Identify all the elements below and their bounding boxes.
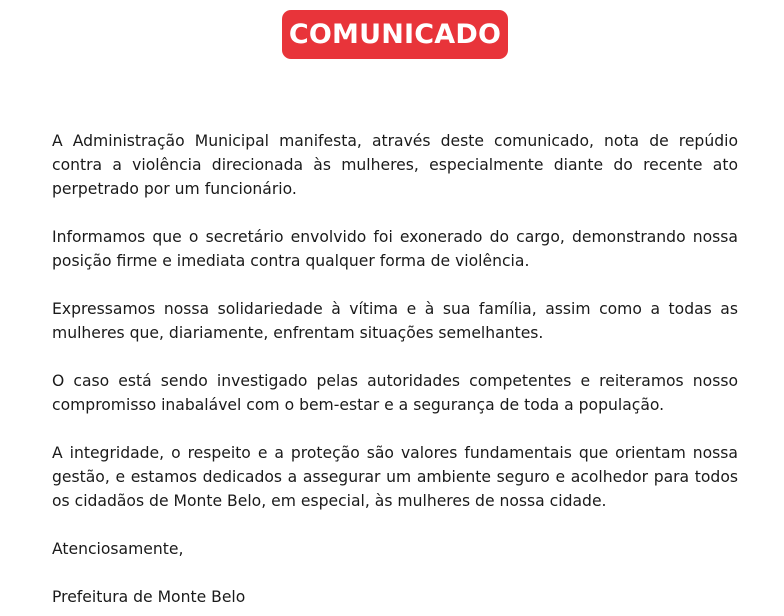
paragraph-1: A Administração Municipal manifesta, através deste comunicado, nota de repúdio contra a violência direcionada às mulheres, especialmente diante do recente ato perpetrado por um funcionário. [52,132,738,198]
closing-text: Atenciosamente, [52,540,184,558]
title-badge [282,10,508,59]
paragraph-5: A integridade, o respeito e a proteção são valores fundamentais que orientam nossa gestão, e estamos dedicados a assegurar um ambiente seguro e acolhedor para todos os cidadãos de Monte Belo, em especial, às mulheres de nossa cidade. [52,444,738,510]
paragraph-3: Expressamos nossa solidariedade à vítima e à sua família, assim como a todas as mulheres que, diariamente, enfrentam situações semelhantes. [52,300,738,342]
page-title: COMUNICADO [288,19,502,50]
document-body [52,129,738,609]
paragraph-4: O caso está sendo investigado pelas autoridades competentes e reiteramos nosso compromisso inabalável com o bem-estar e a segurança de toda a população. [52,372,738,414]
paragraph-2: Informamos que o secretário envolvido foi exonerado do cargo, demonstrando nossa posição firme e imediata contra qualquer forma de violência. [52,228,738,270]
signature-text: Prefeitura de Monte Belo [52,588,246,606]
